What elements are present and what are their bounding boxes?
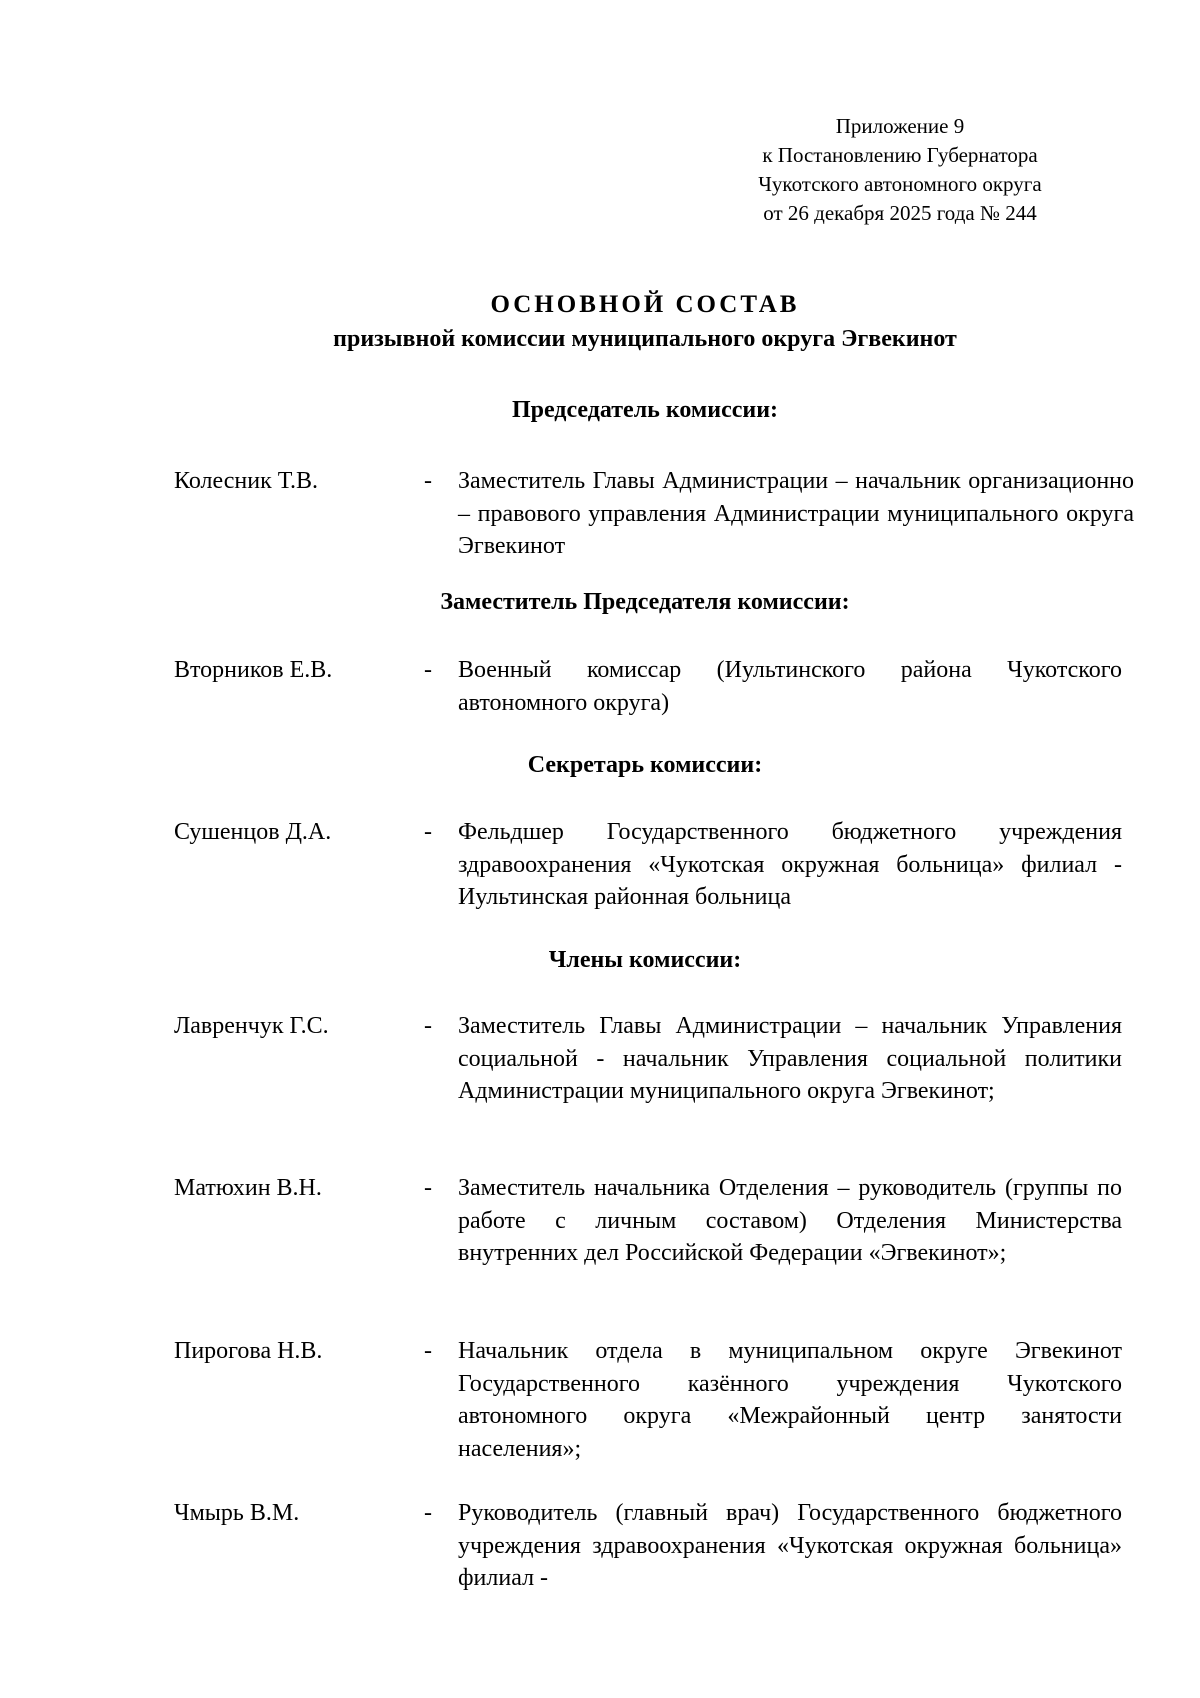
members-heading: Члены комиссии: xyxy=(548,947,742,973)
secretary-heading: Секретарь комиссии: xyxy=(527,752,763,778)
member-name: Вторников Е.В. xyxy=(174,657,333,683)
member-dash: - xyxy=(424,1013,432,1039)
member-description: Начальник отдела в муниципальном округе Эгвекинот Государственного казённого учреждения Чукотского автономного округа «Межрайонный центр занятости населения»; xyxy=(458,1338,1122,1462)
member-dash: - xyxy=(424,468,432,494)
member-dash: - xyxy=(424,1175,432,1201)
appendix-block xyxy=(720,112,1080,228)
appendix-line-1: Приложение 9 xyxy=(835,114,965,138)
member-dash: - xyxy=(424,1338,432,1364)
title-block xyxy=(170,288,1120,356)
member-dash: - xyxy=(424,1500,432,1526)
document-subtitle: призывной комиссии муниципального округа Эгвекинот xyxy=(333,326,957,352)
appendix-line-4: от 26 декабря 2025 года № 244 xyxy=(763,201,1037,225)
member-name: Сушенцов Д.А. xyxy=(174,819,332,845)
member-description: Заместитель Главы Администрации – начальник Управления социальной - начальник Управления социальной политики Администрации муниципального округа Эгвекинот; xyxy=(458,1013,1122,1104)
member-name: Чмырь В.М. xyxy=(174,1500,300,1526)
member-description: Фельдшер Государственного бюджетного учреждения здравоохранения «Чукотская окружная больница» филиал - Иультинская районная больница xyxy=(458,819,1122,910)
member-dash: - xyxy=(424,657,432,683)
member-dash: - xyxy=(424,819,432,845)
member-description: Заместитель Главы Администрации – начальник организационно – правового управления Администрации муниципального округа Эгвекинот xyxy=(458,468,1134,559)
member-description: Военный комиссар (Иультинского района Чукотского автономного округа) xyxy=(458,657,1122,716)
member-name: Матюхин В.Н. xyxy=(174,1175,322,1201)
appendix-line-3: Чукотского автономного округа xyxy=(758,172,1042,196)
member-description: Заместитель начальника Отделения – руководитель (группы по работе с личным составом) Отделения Министерства внутренних дел Российской Федерации «Эгвекинот»; xyxy=(458,1175,1122,1266)
deputy-heading: Заместитель Председателя комиссии: xyxy=(440,589,850,615)
member-name: Пирогова Н.В. xyxy=(174,1338,323,1364)
document-title: ОСНОВНОЙ СОСТАВ xyxy=(490,291,800,318)
member-description: Руководитель (главный врач) Государственного бюджетного учреждения здравоохранения «Чукотская окружная больница» филиал - xyxy=(458,1500,1122,1591)
member-name: Колесник Т.В. xyxy=(174,468,318,494)
appendix-line-2: к Постановлению Губернатора xyxy=(762,143,1038,167)
chairman-heading: Председатель комиссии: xyxy=(511,397,779,423)
member-name: Лавренчук Г.С. xyxy=(174,1013,329,1039)
